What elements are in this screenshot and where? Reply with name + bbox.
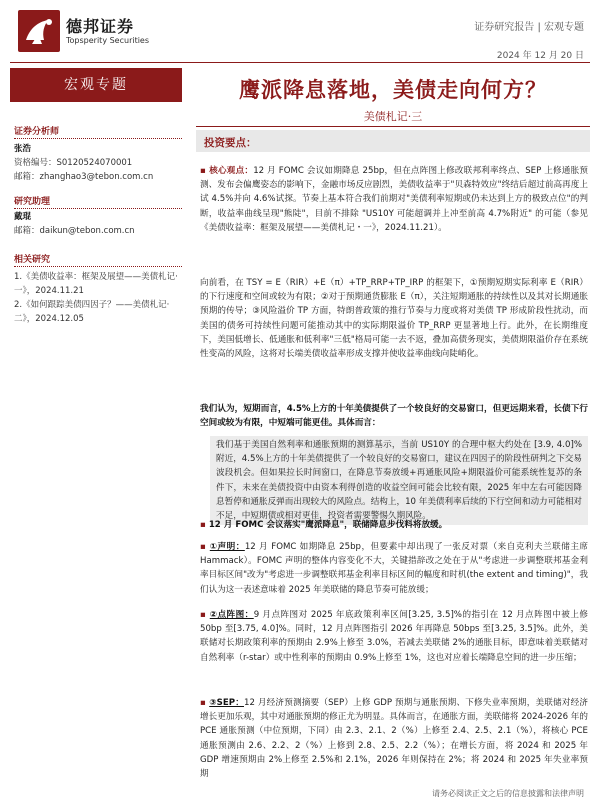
- report-subtitle: 美债札记·三: [363, 110, 423, 123]
- analyst-cert: 资格编号：S0120524070001: [14, 158, 133, 168]
- brand-logo: [14, 8, 164, 56]
- section-tag: 宏观专题: [10, 68, 182, 102]
- analyst-heading: 证券分析师: [14, 127, 60, 137]
- bullet-icon: ▪: [200, 166, 210, 176]
- dotplot-lead: ②点阵图：: [209, 610, 254, 620]
- analyst-name: 张浩: [14, 144, 32, 154]
- framework-paragraph: 向前看，在 TSY = E（RIR）+E（π）+TP_RRP+TP_IRP 的框架下，①预期短期实际利率 E（RIR）的下行速度和空间或较为有限；②对于预期通货膨胀 E（π），关注短期通胀的持续性以及其对长期通胀预期的传导；③风险溢价 TP 方面，特朗普政策的推行节奏与力度或将对美债 TP 形成阶段性扰动，而美国的债务可持续性问题可能推动其中的实际期限溢价 TP_RRP 更显著地上行。此外，在长期维度下，美国低增长、低通胀和低利率"三低"格局可能一去不返，叠加高债务现实，美债期限溢价存在系统性变高的风险，这将对长端美债收益率形成支撑并使收益率曲线向陡峭化。: [200, 278, 588, 360]
- disclaimer-footer: 请务必阅读正文之后的信息披露和法律声明: [432, 789, 584, 798]
- statement-text: 12 月 FOMC 如期降息 25bp，但要素中却出现了一张反对票（来自克利夫兰联储主席 Hammack）。FOMC 声明的整体内容变化不大，关键措辞改之处在于从"考虑进一步调整联邦基金利率目标区间"改为"考虑进一步调整联邦基金利率目标区间的幅度和时机(the extent and timing)"，我们认为这一表述意味着 2025 年美联储的降息节奏可能放缓；: [200, 542, 588, 595]
- analyst-email[interactable]: 邮箱：zhanghao3@tebon.com.cn: [14, 172, 154, 182]
- related-item[interactable]: 1.《美债收益率：框架及展望——美债札记·一》，2024.11.21: [14, 272, 178, 296]
- conclusion-paragraph: [200, 402, 588, 430]
- conclusion-text: 我们认为，短期而言，4.5%上方的十年美债提供了一个较良好的交易窗口，但更远期来看，长债下行空间或较为有限，中短端可能更佳。具体而言：: [200, 404, 588, 429]
- title-divider: [196, 126, 590, 127]
- divider: [14, 208, 182, 209]
- dotplot-text: 9 月点阵图对 2025 年底政策利率区间[3.25, 3.5]%的指引在 12 月点阵图中被上修 50bp 至[3.75, 4.0]%。同时，12 月点阵图指引 2026 年再降息 50bps 至[3.25, 3.5]%。此外，美联储对长期政策利率的预期由 2.9%上修至 3.0%，若减去美联储 2%的通胀目标，即意味着美联储对自然利率（r-star）或中性利率的预期由 0.9%上修至 1%，这也对应着长端降息空间的进一步压缩；: [200, 610, 588, 663]
- related-heading: 相关研究: [14, 255, 51, 265]
- tebon-logo-icon: [18, 10, 60, 52]
- assistant-name: 戴琨: [14, 212, 32, 222]
- core-view-text: 12 月 FOMC 会议如期降息 25bp，但在点阵图上修改联邦利率终点、SEP 上修通胀预测、发布会偏鹰姿态的影响下，金融市场反应剧烈，美债收益率于"贝森特效应"终结后超过前高再度上试 4.5%并向 4.6%试探。节奏上基本符合我们前期对"美债利率短期或仍未达到上方的极致点位"的判断，收益率曲线呈现"熊陡"，目前不排除 "US10Y 可能超调并上冲至前高 4.7%附近" 的可能（参见《美债收益率：框架及展望——美债札记・一》，2024.11.21）。: [200, 166, 588, 233]
- sep-text: 12 月经济预测摘要（SEP）上修 GDP 预期与通胀预期、下修失业率预期，美联储对经济增长更加乐观，其中对通胀预期的修正尤为明显。具体而言，在通胀方面，美联储将 2024-2026 年的 PCE 通胀预测（中位预期，下同）由 2.3、2.1、2（%）上修至 2.4、2.5、2.1（%），将核心 PCE 通胀预测由 2.6、2.2、2（%）上修到 2.8、2.5、2.2（%）；在增长方面，将 2024 和 2025 年 GDP 增速预期由 2%上修至 2.5%和 2.1%，2026 年则保持在 2%；将 2024 和 2025 年失业率预期: [200, 698, 588, 780]
- divider: [14, 138, 182, 139]
- statement-item: [200, 540, 588, 597]
- core-view-lead: 核心观点：: [209, 166, 254, 176]
- statement-lead: ①声明：: [209, 542, 245, 552]
- section-heading-text: 12 月 FOMC 会议落实"鹰派降息"，联储降息步伐料将放缓。: [208, 520, 448, 530]
- invest-highlights-label: 投资要点：: [204, 137, 257, 149]
- bullet-icon: ▪: [200, 542, 210, 552]
- bullet-icon: ▪: [200, 698, 210, 708]
- related-list: [14, 270, 184, 326]
- bullet-icon: ▪: [200, 610, 210, 620]
- brand-name-en: Topsperity Securities: [66, 36, 150, 45]
- assistant-heading: 研究助理: [14, 197, 51, 207]
- report-date: 2024 年 12 月 20 日: [496, 51, 584, 61]
- divider: [14, 266, 182, 267]
- analyst-info: [14, 142, 184, 184]
- assistant-email[interactable]: 邮箱：daikun@tebon.com.cn: [14, 226, 135, 236]
- header-divider: [10, 62, 590, 63]
- section-heading: [200, 518, 588, 532]
- bullet-icon: ▪: [200, 520, 209, 530]
- report-title: 鹰派降息落地，美债走向何方？: [239, 77, 547, 102]
- report-type: 证券研究报告 | 宏观专题: [474, 22, 584, 33]
- dotplot-item: [200, 608, 588, 665]
- sep-item: [200, 696, 588, 781]
- core-view-paragraph: [200, 164, 588, 235]
- assistant-info: [14, 210, 184, 238]
- related-item[interactable]: 2.《如何跟踪美债四因子？——美债札记·二》，2024.12.05: [14, 300, 170, 324]
- highlight-box: 我们基于美国自然利率和通胀预期的测算基示，当前 US10Y 的合理中枢大约处在 [3.9, 4.0]%附近，4.5%上方的十年美债提供了一个较良好的交易窗口，建议在四因子的阶段性研判之下交易波段机会。但如果拉长时间窗口，在降息节奏放缓+再通胀风险+期限溢价可能系统性复苏的条件下，未来在美债投资中由资本利得创造的收益空间可能会比较有限，2025 年中左右可能因降息暂停和通胀反弹而出现较大的风险点。结构上，10 年美债利率后续的下行空间和动力可能相对不足，中短期债或相对更佳，投资者需要警惕久期风险。: [210, 436, 588, 525]
- invest-highlights-bar: [196, 130, 590, 152]
- sep-lead: ③SEP：: [209, 698, 244, 708]
- brand-name: 德邦证券: [66, 17, 135, 36]
